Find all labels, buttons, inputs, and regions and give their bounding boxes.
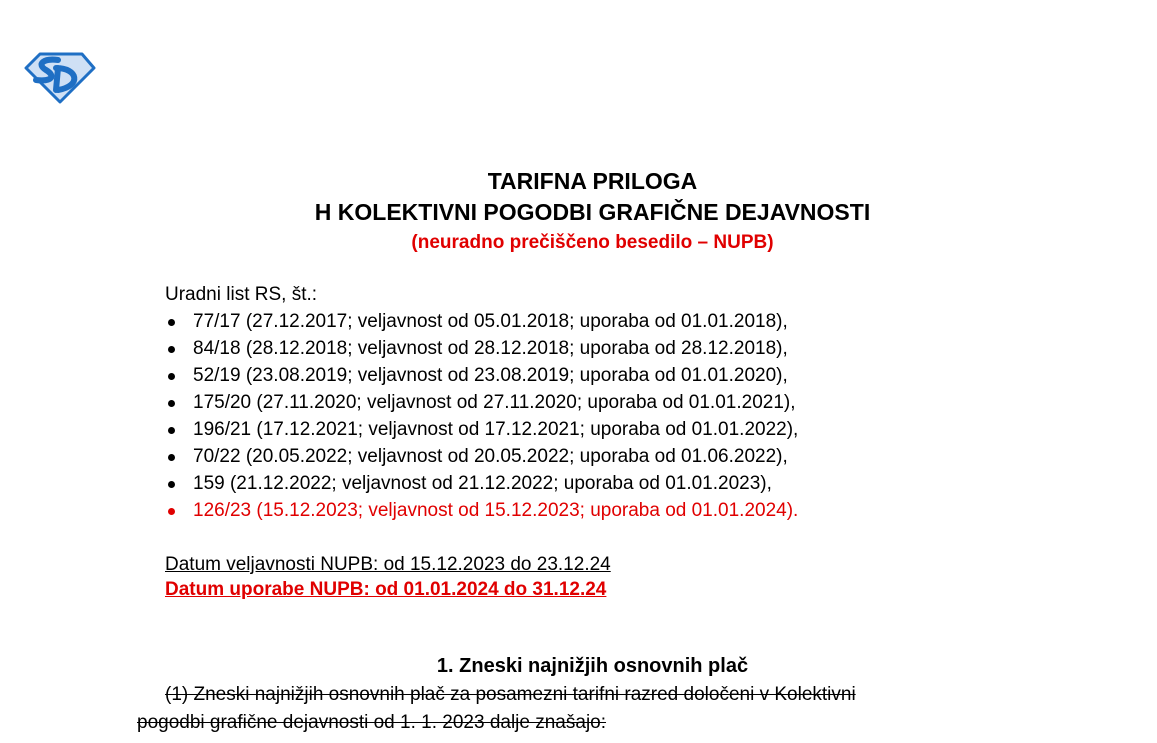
bullet-icon xyxy=(168,481,175,488)
gazette-item xyxy=(165,335,798,362)
gazette-item-text: 159 (21.12.2022; veljavnost od 21.12.2022; uporaba od 01.01.2023), xyxy=(193,473,772,494)
bullet-icon xyxy=(168,427,175,434)
gazette-item-text: 52/19 (23.08.2019; veljavnost od 23.08.2019; uporaba od 01.01.2020), xyxy=(193,365,788,386)
bullet-icon xyxy=(168,400,175,407)
section-paragraph-line1: (1) Zneski najnižjih osnovnih plač za posamezni tarifni razred določeni v Kolektivni xyxy=(165,684,856,705)
validity-date: Datum veljavnosti NUPB: od 15.12.2023 do 23.12.24 xyxy=(165,554,611,575)
application-date: Datum uporabe NUPB: od 01.01.2024 do 31.12.24 xyxy=(165,579,607,600)
gazette-item xyxy=(165,389,798,416)
bullet-icon xyxy=(168,373,175,380)
document-subtitle: (neuradno prečiščeno besedilo – NUPB) xyxy=(411,232,774,253)
gazette-list xyxy=(165,308,798,524)
gazette-item xyxy=(165,443,798,470)
gazette-item-text: 77/17 (27.12.2017; veljavnost od 05.01.2018; uporaba od 01.01.2018), xyxy=(193,311,788,332)
gazette-item-text: 84/18 (28.12.2018; veljavnost od 28.12.2018; uporaba od 28.12.2018), xyxy=(193,338,788,359)
gazette-item xyxy=(165,308,798,335)
gazette-item xyxy=(165,362,798,389)
bullet-icon xyxy=(168,319,175,326)
gazette-item-text: 175/20 (27.11.2020; veljavnost od 27.11.2020; uporaba od 01.01.2021), xyxy=(193,392,796,413)
gazette-item xyxy=(165,470,798,497)
document-title-line2: H KOLEKTIVNI POGODBI GRAFIČNE DEJAVNOSTI xyxy=(314,199,871,225)
gazette-item-text: 126/23 (15.12.2023; veljavnost od 15.12.2023; uporaba od 01.01.2024). xyxy=(193,500,799,521)
gazette-item xyxy=(165,416,798,443)
document-title-line1: TARIFNA PRILOGA xyxy=(487,168,698,194)
section-paragraph-line2: pogodbi grafične dejavnosti od 1. 1. 2023 dalje znašajo: xyxy=(137,712,607,733)
company-logo xyxy=(22,50,96,104)
gazette-item-text: 70/22 (20.05.2022; veljavnost od 20.05.2022; uporaba od 01.06.2022), xyxy=(193,446,788,467)
section-heading: 1. Zneski najnižjih osnovnih plač xyxy=(436,655,749,677)
gazette-item-text: 196/21 (17.12.2021; veljavnost od 17.12.2021; uporaba od 01.01.2022), xyxy=(193,419,799,440)
bullet-icon xyxy=(168,454,175,461)
bullet-icon xyxy=(168,508,175,515)
gazette-label: Uradni list RS, št.: xyxy=(165,284,318,305)
gazette-item xyxy=(165,497,798,524)
bullet-icon xyxy=(168,346,175,353)
